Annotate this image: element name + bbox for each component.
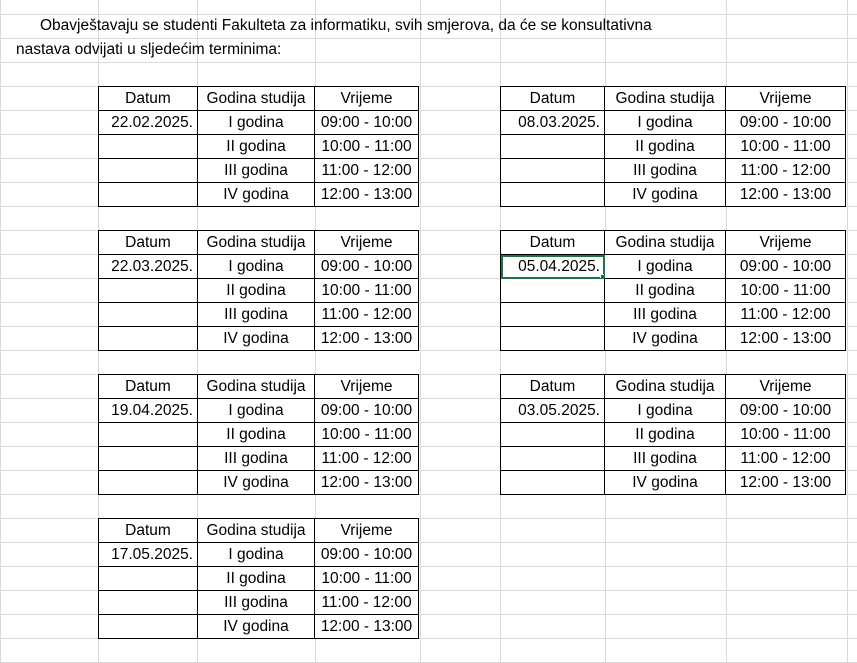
- year-cell[interactable]: I godina: [198, 543, 315, 567]
- date-cell[interactable]: 03.05.2025.: [501, 399, 605, 423]
- year-cell[interactable]: III godina: [605, 447, 726, 471]
- gridline: [847, 0, 848, 663]
- schedule-table: [500, 374, 846, 495]
- year-cell[interactable]: III godina: [605, 303, 726, 327]
- table-row: [99, 159, 419, 183]
- table-row: [99, 567, 419, 591]
- header-time[interactable]: Vrijeme: [315, 231, 419, 255]
- empty-cell[interactable]: [501, 159, 605, 183]
- empty-cell[interactable]: [501, 447, 605, 471]
- header-time[interactable]: Vrijeme: [726, 375, 846, 399]
- time-cell[interactable]: 10:00 - 11:00: [726, 135, 846, 159]
- header-date[interactable]: Datum: [99, 375, 198, 399]
- table-row: [99, 255, 419, 279]
- date-cell[interactable]: 22.03.2025.: [99, 255, 198, 279]
- year-cell[interactable]: I godina: [198, 255, 315, 279]
- year-cell[interactable]: IV godina: [605, 471, 726, 495]
- table-row: [99, 591, 419, 615]
- time-cell[interactable]: 10:00 - 11:00: [726, 279, 846, 303]
- table-row: [99, 615, 419, 639]
- time-cell[interactable]: 11:00 - 12:00: [315, 447, 419, 471]
- year-cell[interactable]: II godina: [605, 279, 726, 303]
- notice-line-1[interactable]: Obavještavaju se studenti Fakulteta za informatiku, svih smjerova, da će se konsultativna: [40, 17, 652, 34]
- header-date[interactable]: Datum: [99, 231, 198, 255]
- table-row: [501, 423, 846, 447]
- empty-cell[interactable]: [501, 183, 605, 207]
- empty-cell[interactable]: [99, 135, 198, 159]
- time-cell[interactable]: 11:00 - 12:00: [315, 303, 419, 327]
- year-cell[interactable]: II godina: [198, 423, 315, 447]
- header-date[interactable]: Datum: [501, 231, 605, 255]
- time-cell[interactable]: 10:00 - 11:00: [315, 423, 419, 447]
- empty-cell[interactable]: [99, 447, 198, 471]
- time-cell[interactable]: 12:00 - 13:00: [315, 471, 419, 495]
- schedule-table: [98, 518, 419, 639]
- table-header-row: [99, 375, 419, 399]
- table-row: [501, 183, 846, 207]
- table-row: [99, 327, 419, 351]
- year-cell[interactable]: IV godina: [198, 471, 315, 495]
- time-cell[interactable]: 09:00 - 10:00: [726, 255, 846, 279]
- time-cell[interactable]: 12:00 - 13:00: [726, 327, 846, 351]
- table-row: [99, 183, 419, 207]
- empty-cell[interactable]: [501, 327, 605, 351]
- date-cell[interactable]: 19.04.2025.: [99, 399, 198, 423]
- date-cell[interactable]: 08.03.2025.: [501, 111, 605, 135]
- schedule-table: [98, 86, 419, 207]
- empty-cell[interactable]: [99, 303, 198, 327]
- year-cell[interactable]: II godina: [605, 135, 726, 159]
- table-row: [501, 135, 846, 159]
- year-cell[interactable]: III godina: [605, 159, 726, 183]
- header-year[interactable]: Godina studija: [198, 231, 315, 255]
- time-cell[interactable]: 10:00 - 11:00: [315, 567, 419, 591]
- time-cell[interactable]: 10:00 - 11:00: [315, 135, 419, 159]
- date-cell[interactable]: 22.02.2025.: [99, 111, 198, 135]
- empty-cell[interactable]: [99, 567, 198, 591]
- year-cell[interactable]: I godina: [198, 111, 315, 135]
- header-date[interactable]: Datum: [99, 519, 198, 543]
- table-header-row: [501, 375, 846, 399]
- header-year[interactable]: Godina studija: [198, 87, 315, 111]
- table-row: [99, 303, 419, 327]
- empty-cell[interactable]: [99, 423, 198, 447]
- table-row: [501, 255, 846, 279]
- empty-cell[interactable]: [501, 471, 605, 495]
- time-cell[interactable]: 11:00 - 12:00: [315, 591, 419, 615]
- header-year[interactable]: Godina studija: [198, 375, 315, 399]
- time-cell[interactable]: 11:00 - 12:00: [726, 303, 846, 327]
- table-row: [99, 135, 419, 159]
- time-cell[interactable]: 09:00 - 10:00: [726, 111, 846, 135]
- table-row: [501, 279, 846, 303]
- schedule-table: [500, 86, 846, 207]
- year-cell[interactable]: III godina: [198, 159, 315, 183]
- time-cell[interactable]: 12:00 - 13:00: [315, 615, 419, 639]
- table-row: [99, 111, 419, 135]
- time-cell[interactable]: 09:00 - 10:00: [726, 399, 846, 423]
- table-row: [99, 279, 419, 303]
- header-date[interactable]: Datum: [501, 375, 605, 399]
- schedule-table: [500, 230, 846, 351]
- time-cell[interactable]: 10:00 - 11:00: [726, 423, 846, 447]
- year-cell[interactable]: I godina: [605, 399, 726, 423]
- time-cell[interactable]: 09:00 - 10:00: [315, 543, 419, 567]
- table-header-row: [99, 519, 419, 543]
- year-cell[interactable]: II godina: [198, 567, 315, 591]
- time-cell[interactable]: 09:00 - 10:00: [315, 399, 419, 423]
- year-cell[interactable]: IV godina: [198, 183, 315, 207]
- notice-line-2[interactable]: nastava odvijati u sljedećim terminima:: [16, 41, 282, 58]
- table-row: [501, 447, 846, 471]
- gridline: [420, 0, 421, 663]
- table-row: [501, 159, 846, 183]
- year-cell[interactable]: I godina: [605, 111, 726, 135]
- empty-cell[interactable]: [99, 327, 198, 351]
- notice-text[interactable]: [16, 14, 736, 62]
- date-cell[interactable]: 17.05.2025.: [99, 543, 198, 567]
- empty-cell[interactable]: [501, 279, 605, 303]
- header-time[interactable]: Vrijeme: [726, 231, 846, 255]
- year-cell[interactable]: II godina: [198, 279, 315, 303]
- header-time[interactable]: Vrijeme: [315, 519, 419, 543]
- header-year[interactable]: Godina studija: [605, 87, 726, 111]
- time-cell[interactable]: 11:00 - 12:00: [726, 447, 846, 471]
- empty-cell[interactable]: [99, 159, 198, 183]
- empty-cell[interactable]: [99, 279, 198, 303]
- table-header-row: [99, 231, 419, 255]
- year-cell[interactable]: III godina: [198, 303, 315, 327]
- table-row: [501, 111, 846, 135]
- table-header-row: [99, 87, 419, 111]
- time-cell[interactable]: 11:00 - 12:00: [726, 159, 846, 183]
- time-cell[interactable]: 11:00 - 12:00: [315, 159, 419, 183]
- time-cell[interactable]: 10:00 - 11:00: [315, 279, 419, 303]
- year-cell[interactable]: IV godina: [198, 327, 315, 351]
- empty-cell[interactable]: [99, 183, 198, 207]
- empty-cell[interactable]: [501, 303, 605, 327]
- table-row: [99, 543, 419, 567]
- empty-cell[interactable]: [99, 591, 198, 615]
- header-year[interactable]: Godina studija: [605, 231, 726, 255]
- header-date[interactable]: Datum: [99, 87, 198, 111]
- empty-cell[interactable]: [501, 135, 605, 159]
- table-row: [99, 471, 419, 495]
- empty-cell[interactable]: [99, 615, 198, 639]
- table-header-row: [501, 87, 846, 111]
- header-year[interactable]: Godina studija: [198, 519, 315, 543]
- header-time[interactable]: Vrijeme: [315, 87, 419, 111]
- table-row: [501, 303, 846, 327]
- year-cell[interactable]: II godina: [198, 135, 315, 159]
- table-row: [99, 423, 419, 447]
- year-cell[interactable]: IV godina: [605, 327, 726, 351]
- empty-cell[interactable]: [99, 471, 198, 495]
- schedule-table: [98, 374, 419, 495]
- table-row: [99, 447, 419, 471]
- table-header-row: [501, 231, 846, 255]
- year-cell[interactable]: III godina: [198, 447, 315, 471]
- time-cell[interactable]: 12:00 - 13:00: [726, 471, 846, 495]
- header-year[interactable]: Godina studija: [605, 375, 726, 399]
- selected-date-cell[interactable]: 05.04.2025.: [501, 255, 605, 279]
- time-cell[interactable]: 09:00 - 10:00: [315, 255, 419, 279]
- header-date[interactable]: Datum: [501, 87, 605, 111]
- schedule-table: [98, 230, 419, 351]
- table-row: [501, 399, 846, 423]
- year-cell[interactable]: I godina: [198, 399, 315, 423]
- year-cell[interactable]: III godina: [198, 591, 315, 615]
- table-row: [99, 399, 419, 423]
- time-cell[interactable]: 12:00 - 13:00: [315, 327, 419, 351]
- year-cell[interactable]: I godina: [605, 255, 726, 279]
- time-cell[interactable]: 12:00 - 13:00: [726, 183, 846, 207]
- header-time[interactable]: Vrijeme: [315, 375, 419, 399]
- year-cell[interactable]: II godina: [605, 423, 726, 447]
- table-row: [501, 327, 846, 351]
- empty-cell[interactable]: [501, 423, 605, 447]
- year-cell[interactable]: IV godina: [605, 183, 726, 207]
- year-cell[interactable]: IV godina: [198, 615, 315, 639]
- table-row: [501, 471, 846, 495]
- time-cell[interactable]: 09:00 - 10:00: [315, 111, 419, 135]
- time-cell[interactable]: 12:00 - 13:00: [315, 183, 419, 207]
- header-time[interactable]: Vrijeme: [726, 87, 846, 111]
